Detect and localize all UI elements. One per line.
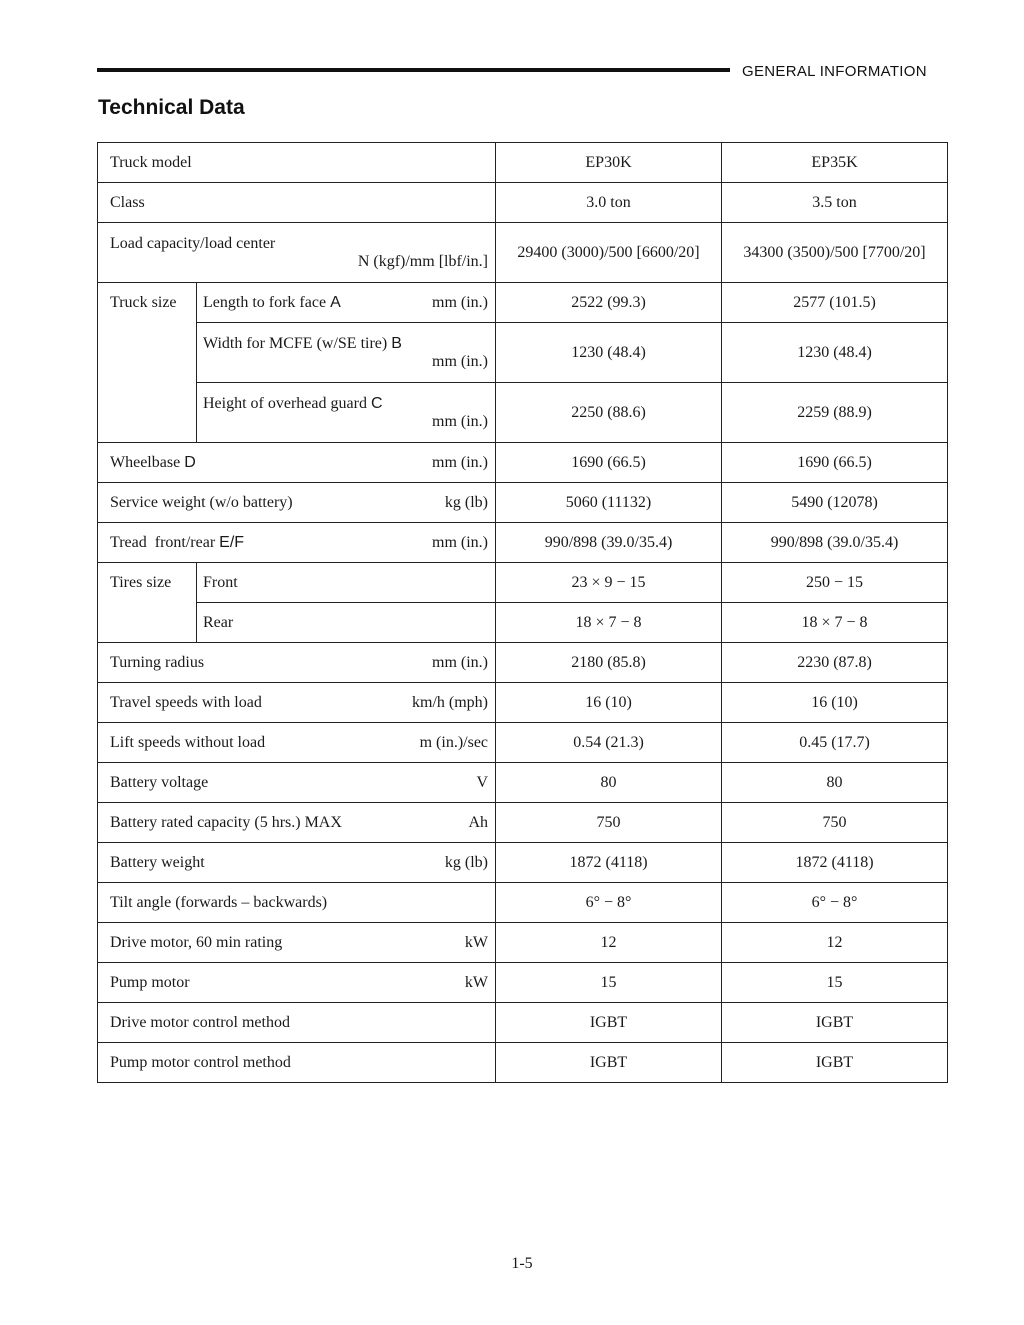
tires-front-ep30k: 23 × 9 − 15 bbox=[496, 563, 722, 603]
wheelbase-label: Wheelbase bbox=[110, 453, 181, 471]
tires-size-label: Tires size bbox=[98, 563, 197, 643]
battery-weight-unit: kg (lb) bbox=[444, 853, 489, 871]
tread-cell bbox=[98, 523, 496, 563]
drive-motor-cell bbox=[98, 923, 496, 963]
page-number: 1-5 bbox=[511, 1255, 533, 1272]
battery-weight-ep30k: 1872 (4118) bbox=[496, 843, 722, 883]
tilt-angle-ep30k: 6° − 8° bbox=[496, 883, 722, 923]
battery-capacity-cell bbox=[98, 803, 496, 843]
turning-radius-cell bbox=[98, 643, 496, 683]
table-row bbox=[98, 683, 948, 723]
ep30k-header: EP30K bbox=[496, 143, 722, 183]
battery-voltage-ep35k: 80 bbox=[722, 763, 948, 803]
tires-rear-ep30k: 18 × 7 − 8 bbox=[496, 603, 722, 643]
battery-capacity-ep35k: 750 bbox=[722, 803, 948, 843]
load-capacity-ep35k: 34300 (3500)/500 [7700/20] bbox=[722, 223, 948, 283]
wheelbase-unit: mm (in.) bbox=[432, 453, 489, 471]
height-letter: C bbox=[370, 395, 383, 412]
table-row bbox=[98, 443, 948, 483]
drive-control-ep35k: IGBT bbox=[722, 1003, 948, 1043]
turning-radius-ep35k: 2230 (87.8) bbox=[722, 643, 948, 683]
height-label: Height of overhead guard bbox=[203, 395, 367, 412]
table-row bbox=[98, 763, 948, 803]
turning-radius-unit: mm (in.) bbox=[432, 653, 489, 671]
height-ep30k: 2250 (88.6) bbox=[496, 383, 722, 443]
battery-voltage-ep30k: 80 bbox=[496, 763, 722, 803]
drive-control-label: Drive motor control method bbox=[98, 1003, 496, 1043]
wheelbase-letter: D bbox=[184, 453, 196, 471]
service-weight-cell bbox=[98, 483, 496, 523]
table-row bbox=[98, 523, 948, 563]
table-row bbox=[98, 563, 948, 603]
width-ep30k: 1230 (48.4) bbox=[496, 323, 722, 383]
width-ep35k: 1230 (48.4) bbox=[722, 323, 948, 383]
height-ep35k: 2259 (88.9) bbox=[722, 383, 948, 443]
table-row bbox=[98, 183, 948, 223]
table-row bbox=[98, 723, 948, 763]
wheelbase-ep30k: 1690 (66.5) bbox=[496, 443, 722, 483]
battery-weight-label: Battery weight bbox=[110, 853, 205, 871]
table-row bbox=[98, 383, 948, 443]
table-row bbox=[98, 803, 948, 843]
tread-unit: mm (in.) bbox=[432, 533, 489, 551]
wheelbase-cell bbox=[98, 443, 496, 483]
battery-voltage-unit: V bbox=[476, 773, 489, 791]
truck-model-label: Truck model bbox=[98, 143, 496, 183]
battery-capacity-ep30k: 750 bbox=[496, 803, 722, 843]
drive-motor-label: Drive motor, 60 min rating bbox=[110, 933, 283, 951]
table-row bbox=[98, 483, 948, 523]
service-weight-ep35k: 5490 (12078) bbox=[722, 483, 948, 523]
travel-speeds-label: Travel speeds with load bbox=[110, 693, 262, 711]
width-label-wrap bbox=[203, 334, 402, 354]
travel-speeds-ep35k: 16 (10) bbox=[722, 683, 948, 723]
length-letter: A bbox=[330, 293, 341, 311]
width-cell bbox=[197, 323, 496, 383]
page-title: Technical Data bbox=[98, 96, 245, 119]
tilt-angle-label: Tilt angle (forwards – backwards) bbox=[98, 883, 496, 923]
table-row bbox=[98, 143, 948, 183]
width-letter: B bbox=[391, 335, 402, 352]
load-capacity-ep30k: 29400 (3000)/500 [6600/20] bbox=[496, 223, 722, 283]
truck-size-label: Truck size bbox=[98, 283, 197, 443]
pump-motor-unit: kW bbox=[464, 973, 489, 991]
lift-speeds-ep30k: 0.54 (21.3) bbox=[496, 723, 722, 763]
ep35k-header: EP35K bbox=[722, 143, 948, 183]
width-label: Width for MCFE (w/SE tire) bbox=[203, 335, 388, 352]
travel-speeds-ep30k: 16 (10) bbox=[496, 683, 722, 723]
class-label: Class bbox=[98, 183, 496, 223]
pump-control-label: Pump motor control method bbox=[98, 1043, 496, 1083]
class-ep35k: 3.5 ton bbox=[722, 183, 948, 223]
table-row bbox=[98, 223, 948, 283]
tires-rear-ep35k: 18 × 7 − 8 bbox=[722, 603, 948, 643]
table-row bbox=[98, 643, 948, 683]
load-capacity-unit: N (kgf)/mm [lbf/in.] bbox=[357, 253, 489, 270]
section-label: GENERAL INFORMATION bbox=[742, 63, 927, 80]
load-capacity-label: Load capacity/load center bbox=[110, 235, 276, 252]
load-capacity-cell bbox=[98, 223, 496, 283]
battery-voltage-label: Battery voltage bbox=[110, 773, 209, 791]
length-ep35k: 2577 (101.5) bbox=[722, 283, 948, 323]
lift-speeds-cell bbox=[98, 723, 496, 763]
drive-motor-ep35k: 12 bbox=[722, 923, 948, 963]
pump-motor-cell bbox=[98, 963, 496, 1003]
service-weight-ep30k: 5060 (11132) bbox=[496, 483, 722, 523]
pump-motor-ep30k: 15 bbox=[496, 963, 722, 1003]
tread-letter: E/F bbox=[219, 533, 245, 551]
lift-speeds-unit: m (in.)/sec bbox=[419, 733, 489, 751]
table-row bbox=[98, 883, 948, 923]
pump-control-ep35k: IGBT bbox=[722, 1043, 948, 1083]
drive-motor-unit: kW bbox=[464, 933, 489, 951]
length-unit: mm (in.) bbox=[432, 293, 489, 311]
technical-data-table bbox=[97, 142, 948, 1083]
height-cell bbox=[197, 383, 496, 443]
battery-capacity-unit: Ah bbox=[468, 813, 489, 831]
pump-motor-label: Pump motor bbox=[110, 973, 190, 991]
tread-ep30k: 990/898 (39.0/35.4) bbox=[496, 523, 722, 563]
tires-front-ep35k: 250 − 15 bbox=[722, 563, 948, 603]
travel-speeds-cell bbox=[98, 683, 496, 723]
battery-capacity-label: Battery rated capacity (5 hrs.) MAX bbox=[110, 813, 342, 831]
length-label: Length to fork face bbox=[203, 293, 327, 311]
table-row bbox=[98, 923, 948, 963]
wheelbase-ep35k: 1690 (66.5) bbox=[722, 443, 948, 483]
service-weight-label: Service weight (w/o battery) bbox=[110, 493, 293, 511]
table-row bbox=[98, 843, 948, 883]
length-ep30k: 2522 (99.3) bbox=[496, 283, 722, 323]
tread-label: Tread front/rear bbox=[110, 533, 216, 551]
travel-speeds-unit: km/h (mph) bbox=[412, 693, 489, 711]
tilt-angle-ep35k: 6° − 8° bbox=[722, 883, 948, 923]
lift-speeds-label: Lift speeds without load bbox=[110, 733, 266, 751]
length-cell bbox=[197, 283, 496, 323]
drive-control-ep30k: IGBT bbox=[496, 1003, 722, 1043]
tires-front-label: Front bbox=[197, 563, 496, 603]
header-rule bbox=[97, 68, 730, 72]
table-row bbox=[98, 323, 948, 383]
table-row bbox=[98, 1003, 948, 1043]
tires-rear-label: Rear bbox=[197, 603, 496, 643]
table-row bbox=[98, 1043, 948, 1083]
battery-voltage-cell bbox=[98, 763, 496, 803]
drive-motor-ep30k: 12 bbox=[496, 923, 722, 963]
table-row bbox=[98, 283, 948, 323]
battery-weight-ep35k: 1872 (4118) bbox=[722, 843, 948, 883]
turning-radius-label: Turning radius bbox=[110, 653, 205, 671]
lift-speeds-ep35k: 0.45 (17.7) bbox=[722, 723, 948, 763]
class-ep30k: 3.0 ton bbox=[496, 183, 722, 223]
height-unit: mm (in.) bbox=[432, 413, 489, 430]
table-row bbox=[98, 963, 948, 1003]
width-unit: mm (in.) bbox=[432, 353, 489, 370]
table-row bbox=[98, 603, 948, 643]
pump-motor-ep35k: 15 bbox=[722, 963, 948, 1003]
tread-ep35k: 990/898 (39.0/35.4) bbox=[722, 523, 948, 563]
height-label-wrap bbox=[203, 394, 383, 414]
turning-radius-ep30k: 2180 (85.8) bbox=[496, 643, 722, 683]
battery-weight-cell bbox=[98, 843, 496, 883]
service-weight-unit: kg (lb) bbox=[444, 493, 489, 511]
pump-control-ep30k: IGBT bbox=[496, 1043, 722, 1083]
